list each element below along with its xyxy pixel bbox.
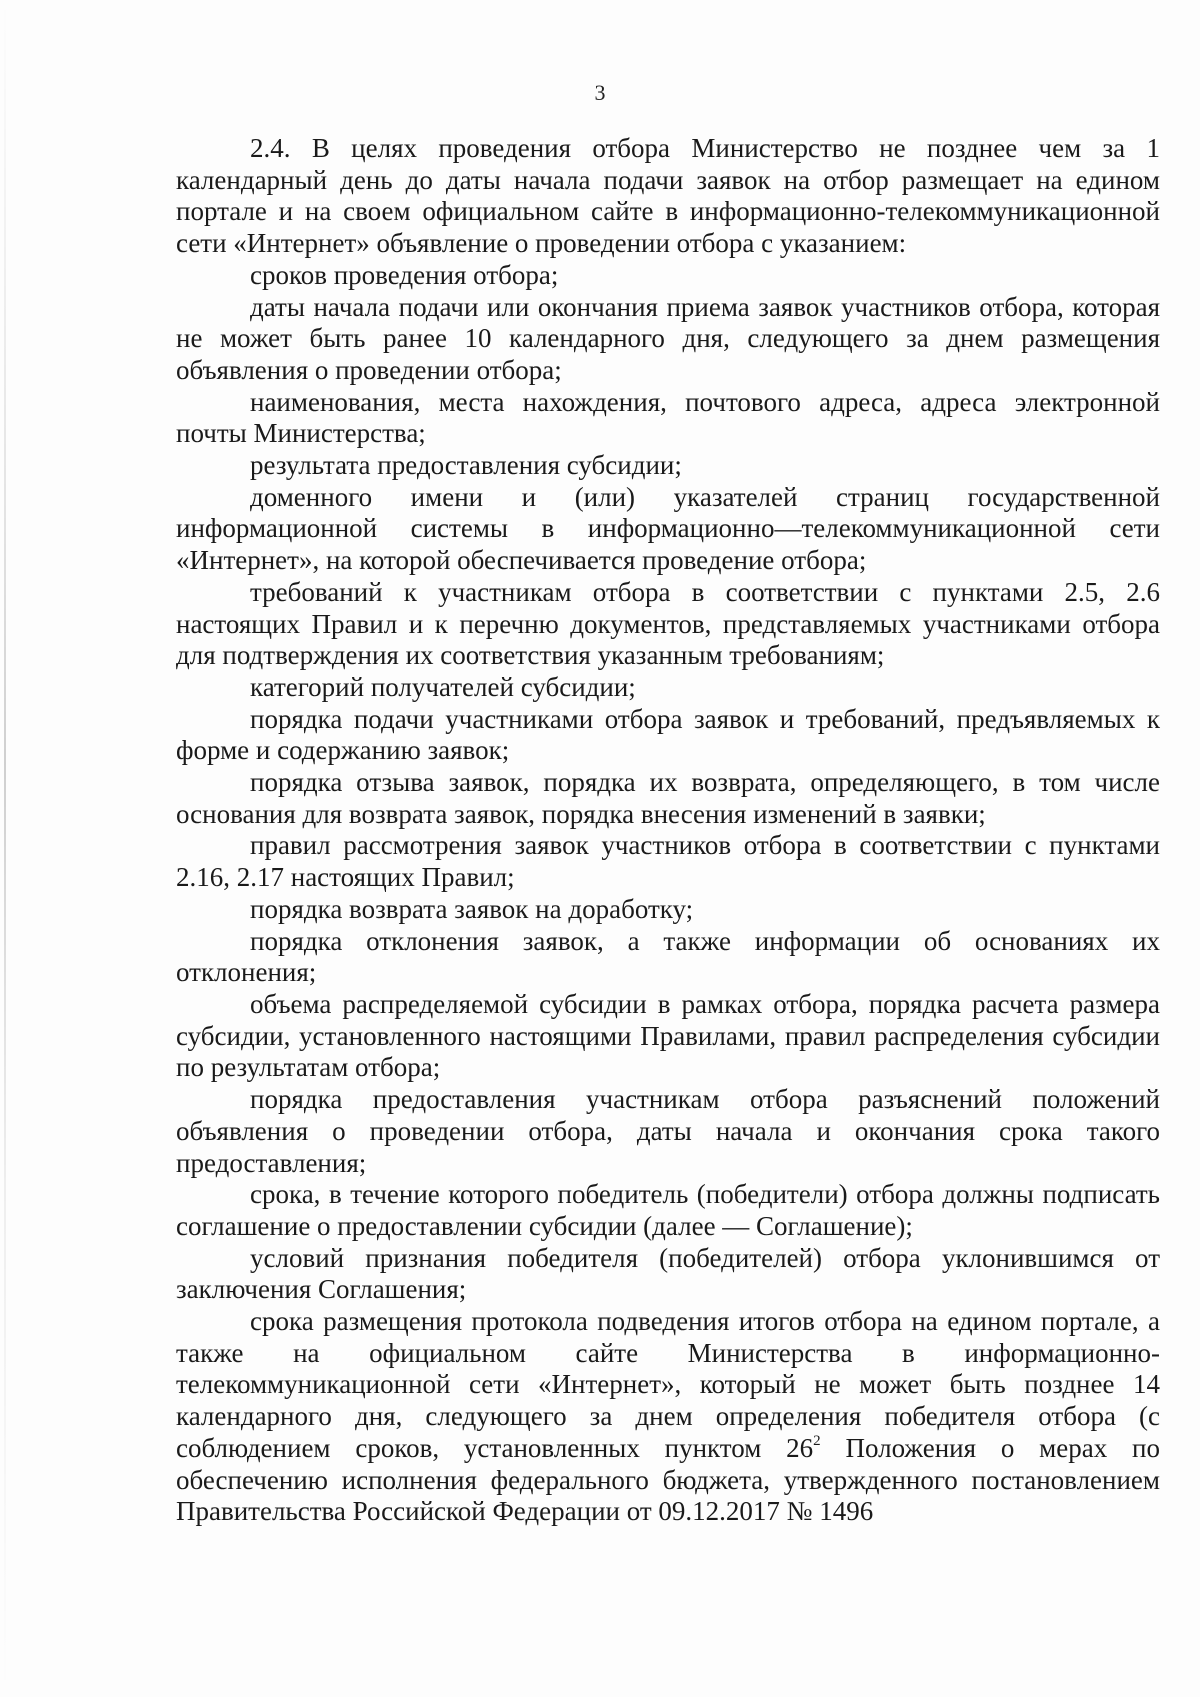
list-item-submission-procedure: порядка подачи участниками отбора заявок и требований, предъявляемых к форме и содержанию заявок; [176, 703, 1160, 766]
list-item-review-rules: правил рассмотрения заявок участников отбора в соответствии с пунктами 2.16, 2.17 настоящих Правил; [176, 830, 1160, 893]
list-item-agreement-deadline: срока, в течение которого победитель (победители) отбора должны подписать соглашение о предоставлении субсидии (далее — Соглашение); [176, 1179, 1160, 1241]
protocol-text-after: Положения о мерах по обеспечению исполнения федерального бюджета, утвержденного постановлением Правительства Российской Федерации от 09.12.2017 № 1496 [176, 1432, 1160, 1527]
list-item-subsidy-result: результата предоставления субсидии; [250, 450, 682, 481]
list-item-application-dates: даты начала подачи или окончания приема заявок участников отбора, которая не может быть ранее 10 календарного дня, следующего за днем размещения объявления о проведении отбора; [176, 291, 1160, 385]
protocol-text-before: срока размещения протокола подведения итогов отбора на едином портале, а также на официальном сайте Министерства в информационно-телекоммуникационной сети «Интернет», который не может быть позднее 14 календарного дня, следующего за днем определения победителя отбора (с соблюдением сроков, установленных пунктом 26 [176, 1306, 1160, 1463]
list-item-participant-requirements: требований к участникам отбора в соответствии с пунктами 2.5, 2.6 настоящих Правил и к перечню документов, представляемых участниками отбора для подтверждения их соответствия указанным требованиям; [176, 576, 1160, 671]
list-item-clarifications: порядка предоставления участникам отбора разъяснений положений объявления о проведении отбора, даты начала и окончания срока такого предоставления; [176, 1084, 1160, 1178]
document-body [176, 133, 1160, 1528]
list-item-withdrawal-procedure: порядка отзыва заявок, порядка их возврата, определяющего, в том числе основания для возврата заявок, порядка внесения изменений в заявки; [176, 767, 1160, 829]
list-item-recipient-categories: категорий получателей субсидии; [250, 671, 636, 702]
list-item-subsidy-volume: объема распределяемой субсидии в рамках отбора, порядка расчета размера субсидии, установленного настоящими Правилами, правил распределения субсидии по результатам отбора; [176, 988, 1160, 1083]
list-item-deadlines: сроков проведения отбора; [250, 259, 559, 290]
list-item-domain-name: доменного имени и (или) указателей страниц государственной информационной системы в информационно—телекоммуникационной сети «Интернет», на которой обеспечивается проведение отбора; [176, 481, 1160, 576]
footnote-superscript: 2 [813, 1432, 821, 1449]
list-item-return-for-revision: порядка возврата заявок на доработку; [250, 893, 694, 924]
list-item-protocol-posting [176, 1306, 1160, 1528]
list-item-evasion-conditions: условий признания победителя (победителей) отбора уклонившимся от заключения Соглашения; [176, 1242, 1160, 1305]
scan-edge-shadow [4, 0, 6, 1697]
list-item-rejection-procedure: порядка отклонения заявок, а также информации об основаниях их отклонения; [176, 925, 1160, 988]
paragraph-2-4: 2.4. В целях проведения отбора Министерство не позднее чем за 1 календарный день до даты начала подачи заявок на отбор размещает на едином портале и на своем официальном сайте в информационно-телекоммуникационной сети «Интернет» объявление о проведении отбора с указанием: [176, 133, 1160, 259]
list-item-ministry-contacts: наименования, места нахождения, почтового адреса, адреса электронной почты Министерства; [176, 386, 1160, 449]
page-number: 3 [594, 80, 606, 105]
